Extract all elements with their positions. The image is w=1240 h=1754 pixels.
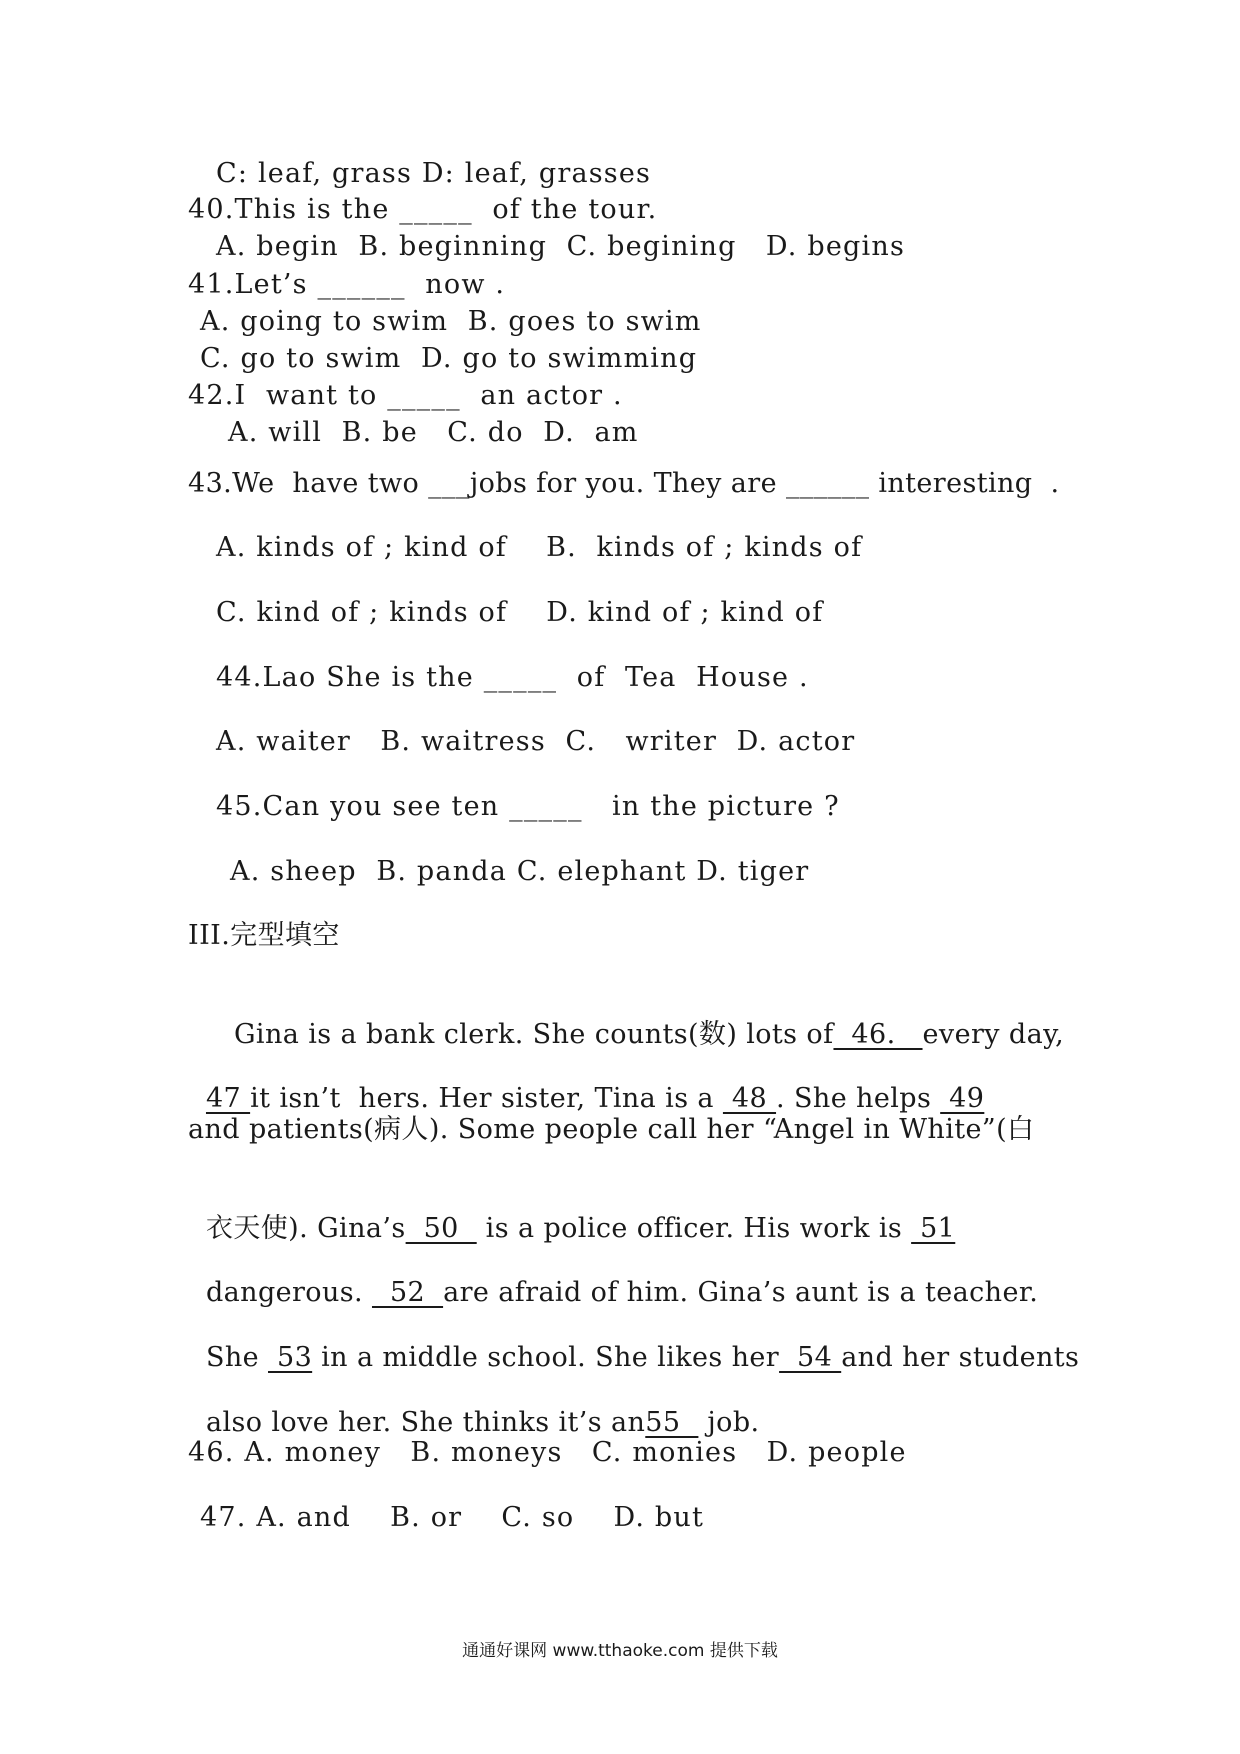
passage-text: 衣天使). Gina’s [205, 1213, 406, 1244]
passage-line-1 [216, 984, 1064, 1052]
passage-text: job. [698, 1407, 760, 1438]
blank-49: 49 [940, 1083, 985, 1114]
passage-text: also love her. She thinks it’s an [205, 1407, 646, 1438]
blank-54: 54 [779, 1342, 842, 1373]
passage-text: are afraid of him. Gina’s aunt is a teacher. [443, 1277, 1039, 1308]
passage-text: . She helps [776, 1083, 941, 1114]
passage-text: Gina is a bank clerk. She counts(数) lots of [233, 1019, 834, 1050]
passage-line-2 [188, 1048, 984, 1116]
blank-55: 55 [645, 1407, 699, 1438]
question-47-options: 47. A. and B. or C. so D. but [200, 1502, 705, 1533]
passage-line-7 [188, 1372, 759, 1440]
question-41-options-cd: C. go to swim D. go to swimming [200, 343, 698, 374]
question-40: 40.This is the _____ of the tour. [188, 194, 658, 225]
question-42-options: A. will B. be C. do D. am [228, 417, 639, 448]
blank-53: 53 [268, 1342, 313, 1373]
passage-text: it isn’t hers. Her sister, Tina is a [250, 1083, 723, 1114]
passage-text: and her students [841, 1342, 1080, 1373]
passage-text: dangerous. [205, 1277, 372, 1308]
question-40-options: A. begin B. beginning C. begining D. begins [216, 231, 906, 262]
blank-52: 52 [371, 1277, 444, 1308]
question-45-options: A. sheep B. panda C. elephant D. tiger [230, 856, 810, 887]
blank-51: 51 [911, 1213, 956, 1244]
question-45: 45.Can you see ten _____ in the picture ? [216, 791, 840, 822]
question-42: 42.I want to _____ an actor . [188, 380, 623, 411]
blank-50: 50 [405, 1213, 477, 1244]
question-41-options-ab: A. going to swim B. goes to swim [200, 306, 702, 337]
question-41: 41.Let’s ______ now . [188, 269, 506, 300]
question-43: 43.We have two ___jobs for you. They are ______ interesting . [188, 468, 1060, 499]
question-46-options: 46. A. money B. moneys C. monies D. people [188, 1437, 907, 1468]
question-44-options: A. waiter B. waitress C. writer D. actor [216, 726, 856, 757]
passage-text: in a middle school. She likes her [312, 1342, 780, 1373]
passage-text: is a police officer. His work is [476, 1213, 912, 1244]
question-43-options-cd: C. kind of ; kinds of D. kind of ; kind of [216, 597, 824, 628]
passage-line-3: and patients(病人). Some people call her “Angel in White”(白 [188, 1114, 1035, 1145]
option-line-39: C: leaf, grass D: leaf, grasses [216, 158, 652, 189]
question-44: 44.Lao She is the _____ of Tea House . [216, 662, 809, 693]
blank-47: 47 [205, 1083, 251, 1114]
passage-line-6 [188, 1307, 1079, 1375]
passage-text: She [205, 1342, 269, 1373]
passage-line-5 [188, 1242, 1038, 1310]
passage-text: every day, [922, 1019, 1065, 1050]
blank-46: 46. [833, 1019, 923, 1050]
question-43-options-ab: A. kinds of ; kind of B. kinds of ; kinds of [216, 532, 863, 563]
section-heading: III.完型填空 [188, 920, 340, 951]
passage-line-4 [188, 1178, 955, 1246]
footer-watermark: 通通好课网 www.tthaoke.com 提供下载 [462, 1641, 778, 1661]
blank-48: 48 [722, 1083, 777, 1114]
